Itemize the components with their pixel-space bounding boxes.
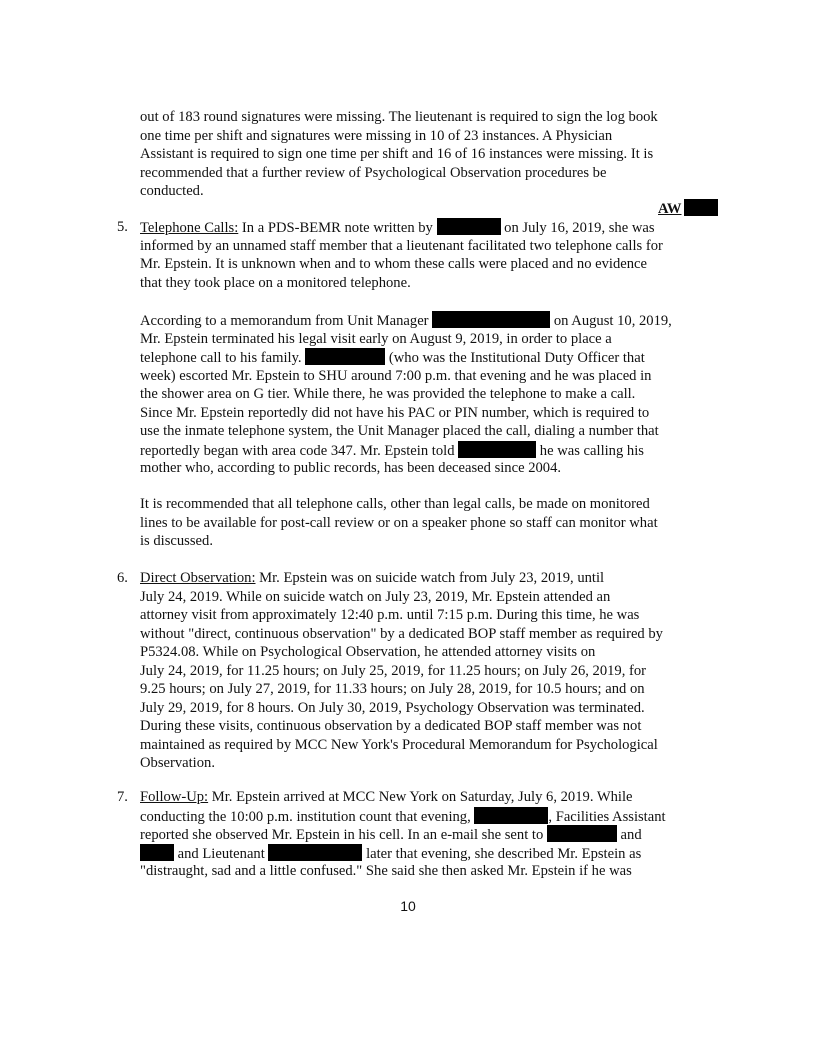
text-line: use the inmate telephone system, the Unit Manager placed the call, dialing a number that xyxy=(140,423,659,439)
text-line: mother who, according to public records, has been deceased since 2004. xyxy=(140,460,562,476)
item-number: 7. xyxy=(117,789,128,805)
reviewer-initials xyxy=(658,199,718,219)
item-telephone-calls xyxy=(140,218,720,292)
text-line: maintained as required by MCC New York's Procedural Memorandum for Psychological xyxy=(140,736,658,753)
section-heading: Direct Observation: xyxy=(140,570,256,586)
text-line: July 24, 2019, for 11.25 hours; on July 25, 2019, for 11.25 hours; on July 26, 2019, for xyxy=(140,662,647,679)
text-line: the shower area on G tier. While there, he was provided the telephone to make a call. xyxy=(140,386,636,402)
text-line: Direct Observation: Mr. Epstein was on suicide watch from July 23, 2019, until xyxy=(140,570,605,586)
page-number: 10 xyxy=(400,898,416,914)
text-line: During these visits, continuous observation by a dedicated BOP staff member was not xyxy=(140,718,642,734)
text-line: and Lieutenant later that evening, she described Mr. Epstein as xyxy=(140,844,720,863)
text-line: recommended that a further review of Psychological Observation procedures be xyxy=(140,164,607,181)
redaction-block xyxy=(684,199,718,216)
redaction-block xyxy=(140,844,174,861)
text-line: P5324.08. While on Psychological Observation, he attended attorney visits on xyxy=(140,644,596,660)
text-line: conducting the 10:00 p.m. institution count that evening, , Facilities Assistant xyxy=(140,808,666,825)
section-heading: Follow-Up: xyxy=(140,789,209,805)
text-line: informed by an unnamed staff member that a lieutenant facilitated two telephone calls for xyxy=(140,237,663,254)
text-line: without "direct, continuous observation" by a dedicated BOP staff member as required by xyxy=(140,625,663,642)
intro-paragraph xyxy=(140,108,720,201)
redaction-block xyxy=(458,441,536,458)
redaction-block xyxy=(305,348,385,365)
text-line: attorney visit from approximately 12:40 p.m. until 7:15 p.m. During this time, he was xyxy=(140,607,640,623)
text-line: conducted. xyxy=(140,183,204,199)
telephone-memo-paragraph xyxy=(140,311,720,478)
text-line: It is recommended that all telephone calls, other than legal calls, be made on monitored xyxy=(140,496,650,512)
text-line: July 24, 2019. While on suicide watch on July 23, 2019, Mr. Epstein attended an xyxy=(140,588,611,605)
text-line: that they took place on a monitored telephone. xyxy=(140,274,411,291)
redaction-block xyxy=(437,218,501,235)
text-line: Mr. Epstein terminated his legal visit early on August 9, 2019, in order to place a xyxy=(140,330,612,347)
text-line: is discussed. xyxy=(140,533,213,549)
redaction-block xyxy=(432,311,550,328)
initials-text: AW xyxy=(658,201,682,217)
text-line: week) escorted Mr. Epstein to SHU around 7:00 p.m. that evening and he was placed in xyxy=(140,367,652,384)
text-line: Mr. Epstein. It is unknown when and to whom these calls were placed and no evidence xyxy=(140,256,647,272)
text-line: Since Mr. Epstein reportedly did not have his PAC or PIN number, which is required to xyxy=(140,404,650,421)
telephone-recommendation-paragraph xyxy=(140,495,720,551)
text-line: Follow-Up: Mr. Epstein arrived at MCC New York on Saturday, July 6, 2019. While xyxy=(140,789,633,805)
text-line: Assistant is required to sign one time per shift and 16 of 16 instances were missing. It is xyxy=(140,146,654,162)
item-number: 5. xyxy=(117,219,128,235)
item-follow-up xyxy=(140,788,720,881)
item-direct-observation xyxy=(140,569,720,773)
text-line: reported she observed Mr. Epstein in his cell. In an e-mail she sent to and xyxy=(140,827,642,843)
text-line: Telephone Calls: In a PDS-BEMR note written by on July 16, 2019, she was xyxy=(140,220,655,236)
redaction-block xyxy=(268,844,362,861)
text-line: 9.25 hours; on July 27, 2019, for 11.33 hours; on July 28, 2019, for 10.5 hours; and on xyxy=(140,681,645,697)
text-line: telephone call to his family. (who was the Institutional Duty Officer that xyxy=(140,350,645,366)
text-line: "distraught, sad and a little confused." She said she then asked Mr. Epstein if he was xyxy=(140,863,632,879)
item-number: 6. xyxy=(117,570,128,586)
text-line: Observation. xyxy=(140,755,215,771)
section-heading: Telephone Calls: xyxy=(140,220,239,236)
text-line: According to a memorandum from Unit Manager on August 10, 2019, xyxy=(140,313,672,329)
redaction-block xyxy=(474,807,548,824)
text-line: one time per shift and signatures were missing in 10 of 23 instances. A Physician xyxy=(140,127,613,144)
redaction-block xyxy=(547,825,617,842)
text-line: reportedly began with area code 347. Mr. Epstein told he was calling his xyxy=(140,442,644,459)
text-line: out of 183 round signatures were missing. The lieutenant is required to sign the log book xyxy=(140,109,658,125)
text-line: July 29, 2019, for 8 hours. On July 30, 2019, Psychology Observation was terminated. xyxy=(140,699,645,716)
text-line: lines to be available for post-call review or on a speaker phone so staff can monitor what xyxy=(140,514,658,531)
